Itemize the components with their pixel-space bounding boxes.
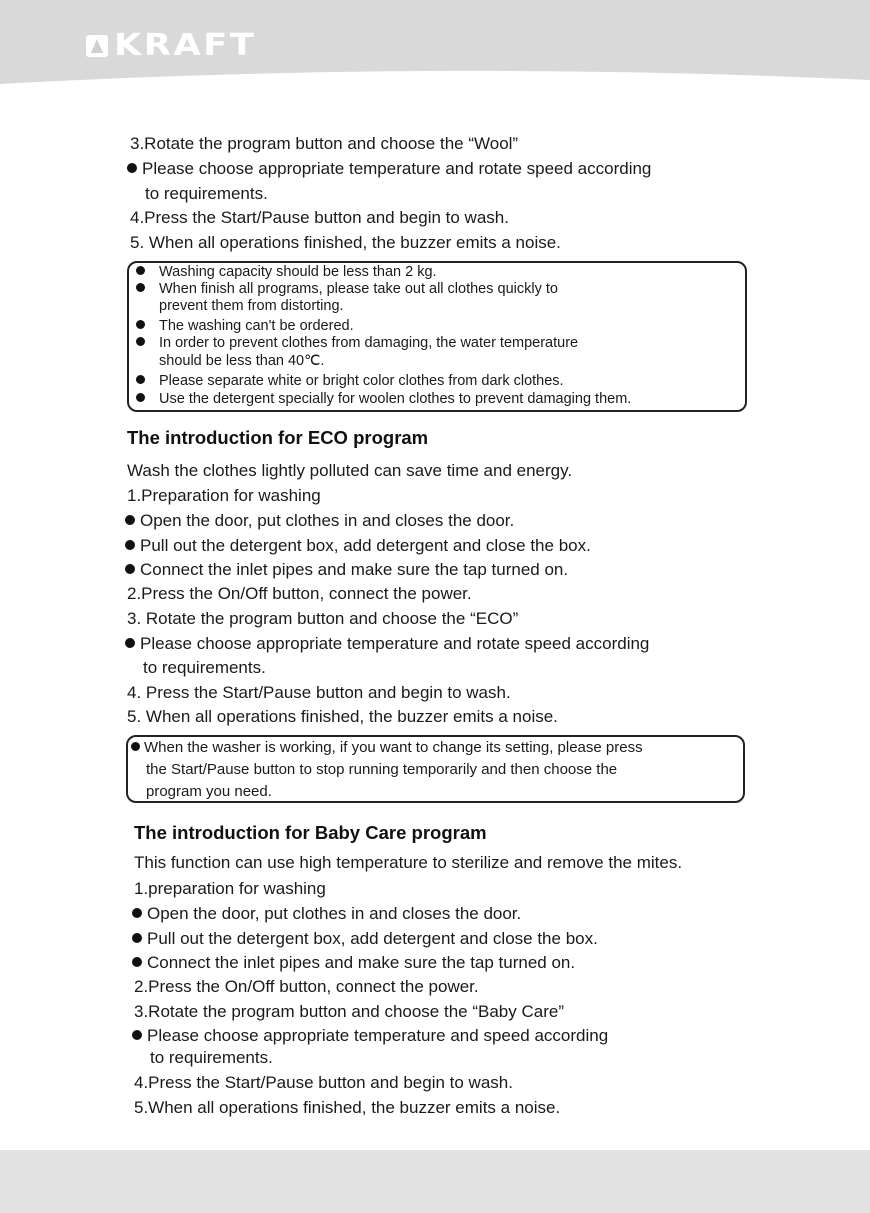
eco-step-4: 4. Press the Start/Pause button and begin to wash. <box>127 683 511 702</box>
eco-bullet <box>125 536 591 556</box>
eco-note-continuation: the Start/Pause button to stop running temporarily and then choose the <box>146 761 618 778</box>
bullet-icon <box>136 283 145 292</box>
bullet-icon <box>136 320 145 329</box>
eco-note-item <box>131 739 643 756</box>
eco-step-5: 5. When all operations finished, the buzzer emits a noise. <box>127 707 558 726</box>
wool-step-5: 5. When all operations finished, the buzzer emits a noise. <box>130 233 561 252</box>
bullet-icon <box>132 1030 142 1040</box>
baby-intro: This function can use high temperature to sterilize and remove the mites. <box>134 853 683 872</box>
baby-heading: The introduction for Baby Care program <box>134 822 487 843</box>
baby-bullet <box>132 904 521 924</box>
note-text: Please separate white or bright color clothes from dark clothes. <box>159 373 564 389</box>
baby-bullet <box>132 929 598 949</box>
bullet-text: Connect the inlet pipes and make sure the tap turned on. <box>140 560 569 579</box>
baby-bullet <box>132 1026 608 1046</box>
wool-note-continuation: should be less than 40℃. <box>159 353 325 369</box>
bullet-icon <box>125 638 135 648</box>
eco-step-1: 1.Preparation for washing <box>127 486 321 505</box>
bullet-text: Connect the inlet pipes and make sure the tap turned on. <box>147 953 576 972</box>
baby-bullet-continuation: to requirements. <box>150 1048 273 1067</box>
note-text: Use the detergent specially for woolen clothes to prevent damaging them. <box>159 391 632 407</box>
bullet-text: Please choose appropriate temperature and speed according <box>147 1026 609 1045</box>
eco-step-2: 2.Press the On/Off button, connect the power. <box>127 584 472 603</box>
bullet-icon <box>136 393 145 402</box>
wool-bullet-temperature <box>127 159 651 179</box>
baby-step-3: 3.Rotate the program button and choose the “Baby Care” <box>134 1002 564 1021</box>
wool-note-item <box>136 281 558 298</box>
bullet-text: Pull out the detergent box, add detergent and close the box. <box>140 536 591 555</box>
bullet-icon <box>136 266 145 275</box>
wool-note-item <box>136 373 564 390</box>
wool-step-4: 4.Press the Start/Pause button and begin to wash. <box>130 208 509 227</box>
bullet-icon <box>136 337 145 346</box>
wool-step-3: 3.Rotate the program button and choose the “Wool” <box>130 134 519 153</box>
bullet-text: Pull out the detergent box, add detergent and close the box. <box>147 929 598 948</box>
wool-note-continuation: prevent them from distorting. <box>159 298 344 314</box>
wool-bullet-continuation: to requirements. <box>145 184 268 203</box>
bullet-icon <box>132 908 142 918</box>
baby-step-2: 2.Press the On/Off button, connect the power. <box>134 977 479 996</box>
bullet-icon <box>125 564 135 574</box>
footer-band <box>0 1150 870 1213</box>
eco-heading: The introduction for ECO program <box>127 427 429 448</box>
bullet-icon <box>125 540 135 550</box>
note-text: The washing can't be ordered. <box>159 318 354 334</box>
wool-note-item <box>136 318 354 335</box>
wool-note-item <box>136 391 631 408</box>
baby-step-4: 4.Press the Start/Pause button and begin to wash. <box>134 1073 513 1092</box>
brand-name: KRAFT <box>114 28 257 63</box>
eco-note-continuation: program you need. <box>146 783 272 800</box>
bullet-text: Open the door, put clothes in and closes the door. <box>140 511 515 530</box>
bullet-icon <box>132 957 142 967</box>
eco-bullet <box>125 560 568 580</box>
bullet-text: Open the door, put clothes in and closes the door. <box>147 904 522 923</box>
brand-mark-icon <box>86 35 108 57</box>
eco-intro: Wash the clothes lightly polluted can save time and energy. <box>127 461 573 480</box>
note-text: When the washer is working, if you want to change its setting, please press <box>144 739 643 756</box>
note-text: In order to prevent clothes from damaging, the water temperature <box>159 335 579 351</box>
eco-step-3: 3. Rotate the program button and choose the “ECO” <box>127 609 519 628</box>
baby-bullet <box>132 953 575 973</box>
bullet-icon <box>127 163 137 173</box>
eco-bullet <box>125 634 649 654</box>
wool-note-item <box>136 264 437 281</box>
note-text: When finish all programs, please take out all clothes quickly to <box>159 281 558 297</box>
bullet-icon <box>131 742 140 751</box>
brand-logo <box>86 28 257 63</box>
bullet-text: Please choose appropriate temperature and rotate speed according <box>140 634 650 653</box>
bullet-icon <box>125 515 135 525</box>
bullet-text: Please choose appropriate temperature and rotate speed according <box>142 159 652 178</box>
bullet-icon <box>132 933 142 943</box>
eco-bullet <box>125 511 514 531</box>
note-text: Washing capacity should be less than 2 kg. <box>159 264 437 280</box>
eco-bullet-continuation: to requirements. <box>143 658 266 677</box>
wool-note-item <box>136 335 578 352</box>
bullet-icon <box>136 375 145 384</box>
baby-step-1: 1.preparation for washing <box>134 879 326 898</box>
baby-step-5: 5.When all operations finished, the buzzer emits a noise. <box>134 1098 561 1117</box>
